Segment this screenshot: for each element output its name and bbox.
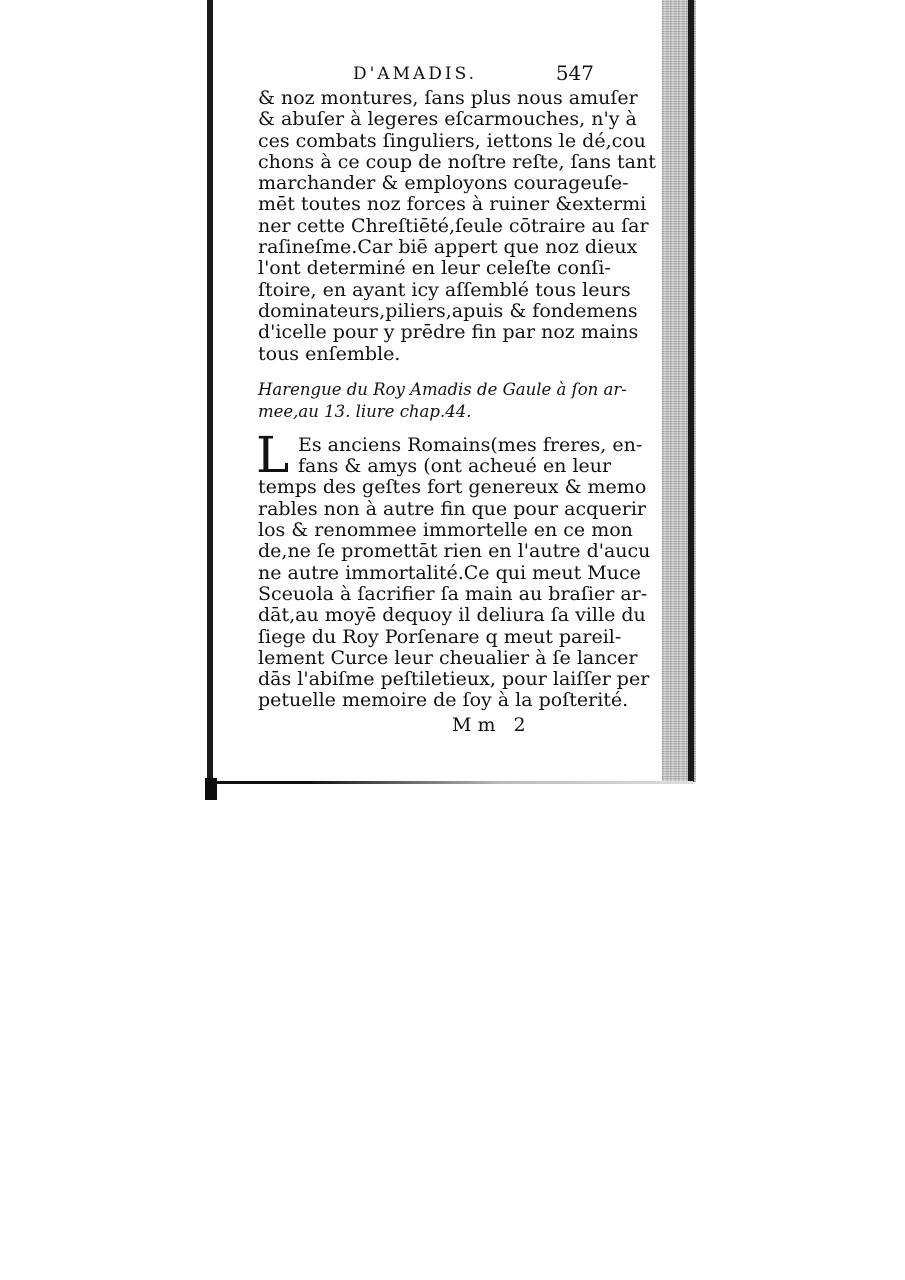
text-line: d'icelle pour y prēdre fin par noz mains	[258, 321, 639, 344]
text-line: & noz montures, ſans plus nous amuſer	[258, 87, 638, 109]
paragraph-1	[258, 87, 656, 365]
section-heading	[258, 379, 627, 423]
text-line: & abuſer à legeres eſcarmouches, n'y à	[258, 108, 637, 131]
paragraph-2	[256, 425, 651, 712]
text-line: chons à ce coup de noſtre reſte, ſans tant	[258, 150, 656, 173]
text-line: ne autre immortalité.Ce qui meut Muce	[258, 561, 641, 584]
text-line: dās l'abiſme peſtiletieux, pour laiſſer per	[258, 668, 650, 691]
signature-row	[258, 714, 594, 738]
text-line: Es anciens Romains(mes freres, en-	[298, 433, 643, 456]
bottom-page-edge	[213, 781, 693, 784]
text-line: ſtoire, en ayant icy aſſemblé tous leurs	[258, 278, 631, 301]
text-line: ſiege du Roy Porſenare q meut pareil-	[258, 625, 622, 648]
text-line: los & renommee immortelle en ce mon	[258, 519, 633, 542]
text-line: dāt,au moyē dequoy il deliura ſa ville du	[258, 604, 646, 627]
text-line: fans & amys (ont acheué en leur	[298, 455, 612, 478]
right-page-edge	[688, 0, 694, 782]
text-line: Sceuola à ſacrifier ſa main au braſier ar-	[258, 582, 648, 605]
text-line: temps des geſtes fort genereux & memo	[258, 476, 647, 499]
text-line: mēt toutes noz forces à ruiner &extermi	[258, 193, 647, 216]
page-number: 547	[555, 61, 594, 85]
text-line: raſineſme.Car biē appert que noz dieux	[258, 236, 638, 259]
text-line: dominateurs,piliers,apuis & fondemens	[258, 299, 638, 322]
heading-line: mee,au 13. liure chap.44.	[258, 401, 472, 421]
text-line: ner cette Chreſtiēté,ſeule cōtraire au ſar	[258, 214, 649, 237]
drop-cap: L	[256, 425, 290, 484]
running-head: D'AMADIS.	[353, 64, 478, 84]
text-line: marchander & employons courageuſe-	[258, 172, 629, 195]
heading-line: Harengue du Roy Amadis de Gaule à ſon ar-	[258, 379, 627, 399]
text-line: tous enſemble.	[258, 342, 401, 365]
text-block	[256, 58, 656, 738]
text-line: de,ne ſe promettāt rien en l'autre d'aucu	[258, 540, 651, 563]
text-line: petuelle memoire de ſoy à la poſterité.	[258, 689, 629, 712]
text-line: ces combats ſinguliers, iettons le dé,cou	[258, 129, 646, 152]
text-line: l'ont determiné en leur celeſte conſi-	[258, 257, 611, 280]
signature-mark: Mm 2	[452, 713, 532, 736]
page-header	[258, 58, 594, 88]
text-line: rables non à autre fin que pour acquerir	[258, 497, 647, 520]
left-page-edge	[207, 0, 213, 800]
text-line: lement Curce leur cheualier à ſe lancer	[258, 646, 638, 669]
